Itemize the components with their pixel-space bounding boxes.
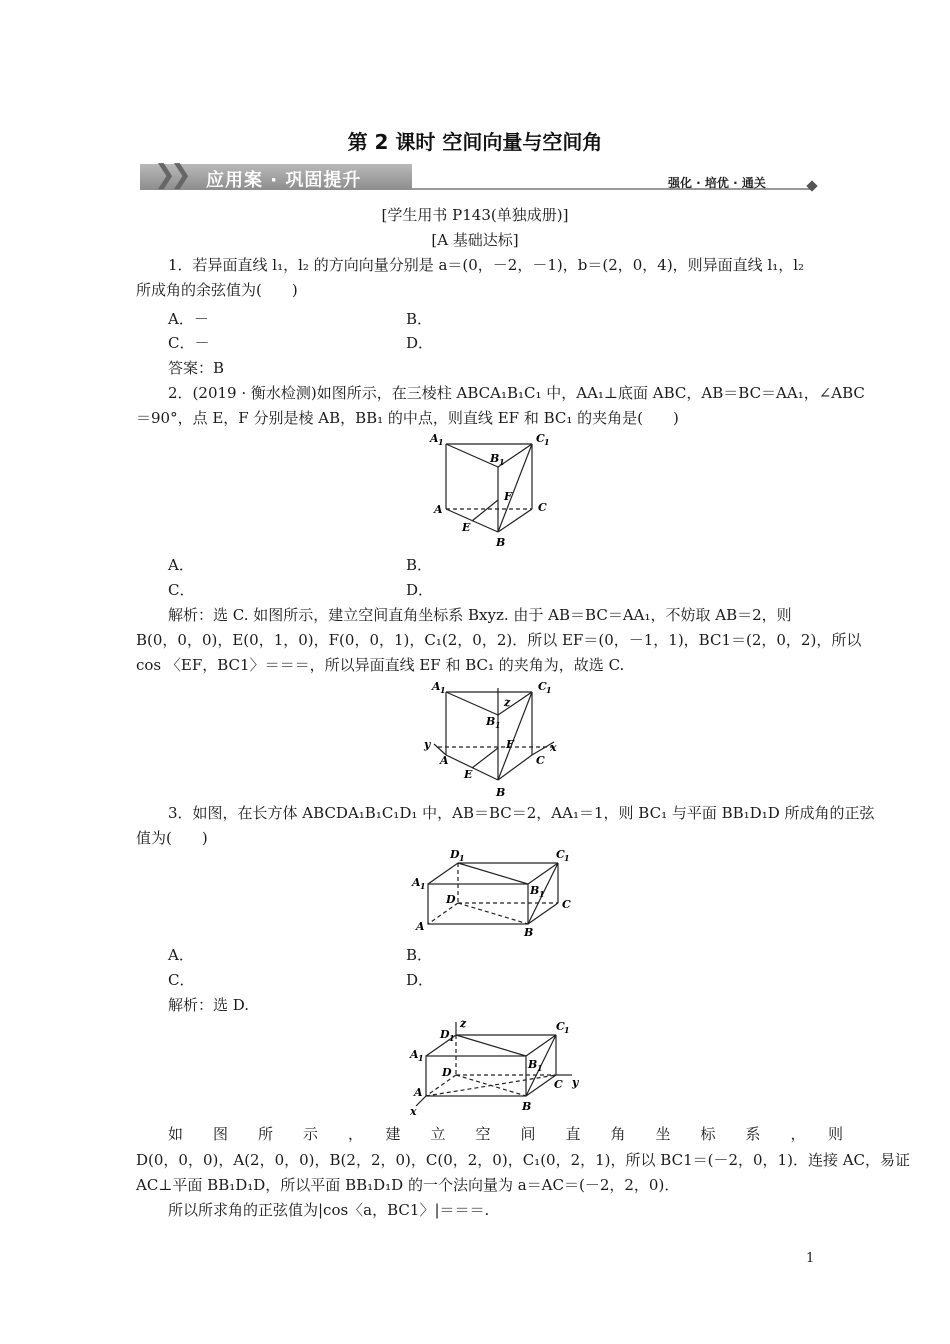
q3-line2: 值为( ) <box>136 829 208 847</box>
q2-option-b: B． <box>406 556 433 574</box>
fig2-label: y <box>424 738 431 751</box>
fig4-label: y <box>572 1076 579 1089</box>
fig3-label: A <box>416 920 425 933</box>
q2-solution-line3: cos 〈EF，BC1〉＝＝＝，所以异面直线 EF 和 BC₁ 的夹角为，故选 C. <box>136 656 625 674</box>
fig3-label: B <box>524 926 534 939</box>
fig3-label: D <box>446 893 456 906</box>
q1-answer: 答案：B <box>168 359 225 377</box>
page-title: 第 2 课时 空间向量与空间角 <box>347 130 603 154</box>
fig4-label: 1 <box>449 1033 455 1043</box>
fig4-label: C <box>554 1078 563 1091</box>
fig4-label: D <box>440 1028 450 1041</box>
fig2-label: C <box>536 754 545 767</box>
fig3-label: D <box>450 848 460 861</box>
q3-option-c: C． <box>168 971 195 989</box>
q2-option-d: D． <box>406 581 434 599</box>
q3-line1: 3．如图，在长方体 ABCDA₁B₁C₁D₁ 中，AB＝BC＝2，AA₁＝1，则 BC₁ 与平面 BB₁D₁D 所成角的正弦 <box>168 804 875 822</box>
fig1-label: F <box>504 490 512 503</box>
q1-line2: 所成角的余弦值为( ) <box>136 281 298 299</box>
q2-solution-line1: 解析：选 C. 如图所示，建立空间直角坐标系 Bxyz. 由于 AB＝BC＝AA₁，不妨取 AB＝2，则 <box>168 606 792 624</box>
banner-label: 应用案 · 巩固提升 <box>206 170 362 191</box>
q1-option-d: D． <box>406 334 434 352</box>
fig1-label: 1 <box>544 437 550 447</box>
page-number: 1 <box>806 1251 815 1266</box>
fig3-label: C <box>556 848 565 861</box>
banner-tagline: 强化 · 培优 · 通关 <box>668 176 766 190</box>
chevron-right-icon: ❯ <box>170 160 192 190</box>
fig2-label: C <box>538 680 547 693</box>
fig4-label: B <box>528 1058 538 1071</box>
fig3-label: 1 <box>459 853 465 863</box>
fig1-label: 1 <box>499 457 505 467</box>
section-banner <box>140 160 820 190</box>
fig4-label: A <box>414 1086 423 1099</box>
fig2-label: F <box>506 738 514 751</box>
fig1-label: C <box>538 501 547 514</box>
q2-line2: ＝90°，点 E，F 分别是棱 AB，BB₁ 的中点，则直线 EF 和 BC₁ 的夹角是( ) <box>136 409 679 427</box>
fig2-label: 1 <box>495 720 501 730</box>
q2-option-a: A． <box>168 556 194 574</box>
q3-solution-line2: D(0，0，0)，A(2，0，0)，B(2，2，0)，C(0，2，0)，C₁(0，2，1)，所以 BC1＝(－2，0，1)．连接 AC，易证 <box>136 1151 911 1169</box>
fig2-label: B <box>496 786 506 799</box>
q2-line1: 2．(2019 · 衡水检测)如图所示，在三棱柱 ABCA₁B₁C₁ 中，AA₁⊥底面 ABC，AB＝BC＝AA₁，∠ABC <box>168 384 865 402</box>
q1-option-b: B． <box>406 310 433 328</box>
q3-option-d: D． <box>406 971 434 989</box>
prism-coordinate-figure <box>420 676 570 804</box>
cuboid-figure <box>406 846 582 942</box>
fig1-label: B <box>496 536 506 549</box>
fig2-label: A <box>440 754 449 767</box>
fig4-label: 1 <box>564 1025 570 1035</box>
q3-solution-line3: AC⊥平面 BB₁D₁D，所以平面 BB₁D₁D 的一个法向量为 a＝AC＝(－2，2，0)． <box>136 1176 680 1194</box>
fig4-label: x <box>410 1105 417 1118</box>
q3-option-b: B． <box>406 946 433 964</box>
fig3-label: 1 <box>539 889 545 899</box>
fig3-label: C <box>562 898 571 911</box>
fig2-label: A <box>432 680 441 693</box>
fig1-label: A <box>434 503 443 516</box>
chevron-right-icon: ❯ <box>154 160 176 190</box>
fig2-label: x <box>550 741 557 754</box>
fig3-label: B <box>530 884 540 897</box>
fig1-label: A <box>430 432 439 445</box>
q1-option-c: C．－ <box>168 334 210 352</box>
fig2-label: 1 <box>546 685 552 695</box>
q3-solution-intro: 解析：选 D. <box>168 996 250 1014</box>
fig1-label: E <box>462 521 471 534</box>
fig4-label: B <box>522 1100 532 1113</box>
fig4-label: z <box>460 1017 467 1030</box>
fig2-label: B <box>486 715 496 728</box>
prism-figure <box>420 428 560 553</box>
fig3-label: 1 <box>564 853 570 863</box>
q3-solution-line4: 所以所求角的正弦值为|cos〈a，BC1〉|＝＝＝. <box>168 1201 490 1219</box>
fig2-label: 1 <box>440 685 446 695</box>
fig2-label: E <box>464 768 473 781</box>
fig2-label: z <box>504 696 511 709</box>
fig3-label: A <box>412 876 421 889</box>
q3-option-a: A． <box>168 946 194 964</box>
fig1-label: B <box>490 452 500 465</box>
q3-solution-line1: 如 图 所 示 ， 建 立 空 间 直 角 坐 标 系 ， 则 <box>168 1125 844 1143</box>
fig4-label: C <box>556 1020 565 1033</box>
fig1-label: C <box>536 432 545 445</box>
q2-solution-line2: B(0，0，0)，E(0，1，0)，F(0，0，1)，C₁(2，0，2)．所以 EF＝(0，－1，1)，BC1＝(2，0，2)，所以 <box>136 631 862 649</box>
section-heading: [A 基础达标] <box>431 231 519 249</box>
q2-option-c: C． <box>168 581 195 599</box>
fig1-label: 1 <box>438 437 444 447</box>
fig4-label: 1 <box>537 1063 543 1073</box>
book-reference: [学生用书 P143(单独成册)] <box>381 206 569 224</box>
q1-line1: 1．若异面直线 l₁，l₂ 的方向向量分别是 a＝(0，－2，－1)，b＝(2，0，4)，则异面直线 l₁，l₂ <box>168 256 805 274</box>
fig4-label: 1 <box>418 1053 424 1063</box>
cuboid-coordinate-figure <box>404 1014 590 1118</box>
q1-option-a: A．－ <box>168 310 209 328</box>
fig3-label: 1 <box>420 881 426 891</box>
fig4-label: A <box>410 1048 419 1061</box>
fig4-label: D <box>442 1066 452 1079</box>
